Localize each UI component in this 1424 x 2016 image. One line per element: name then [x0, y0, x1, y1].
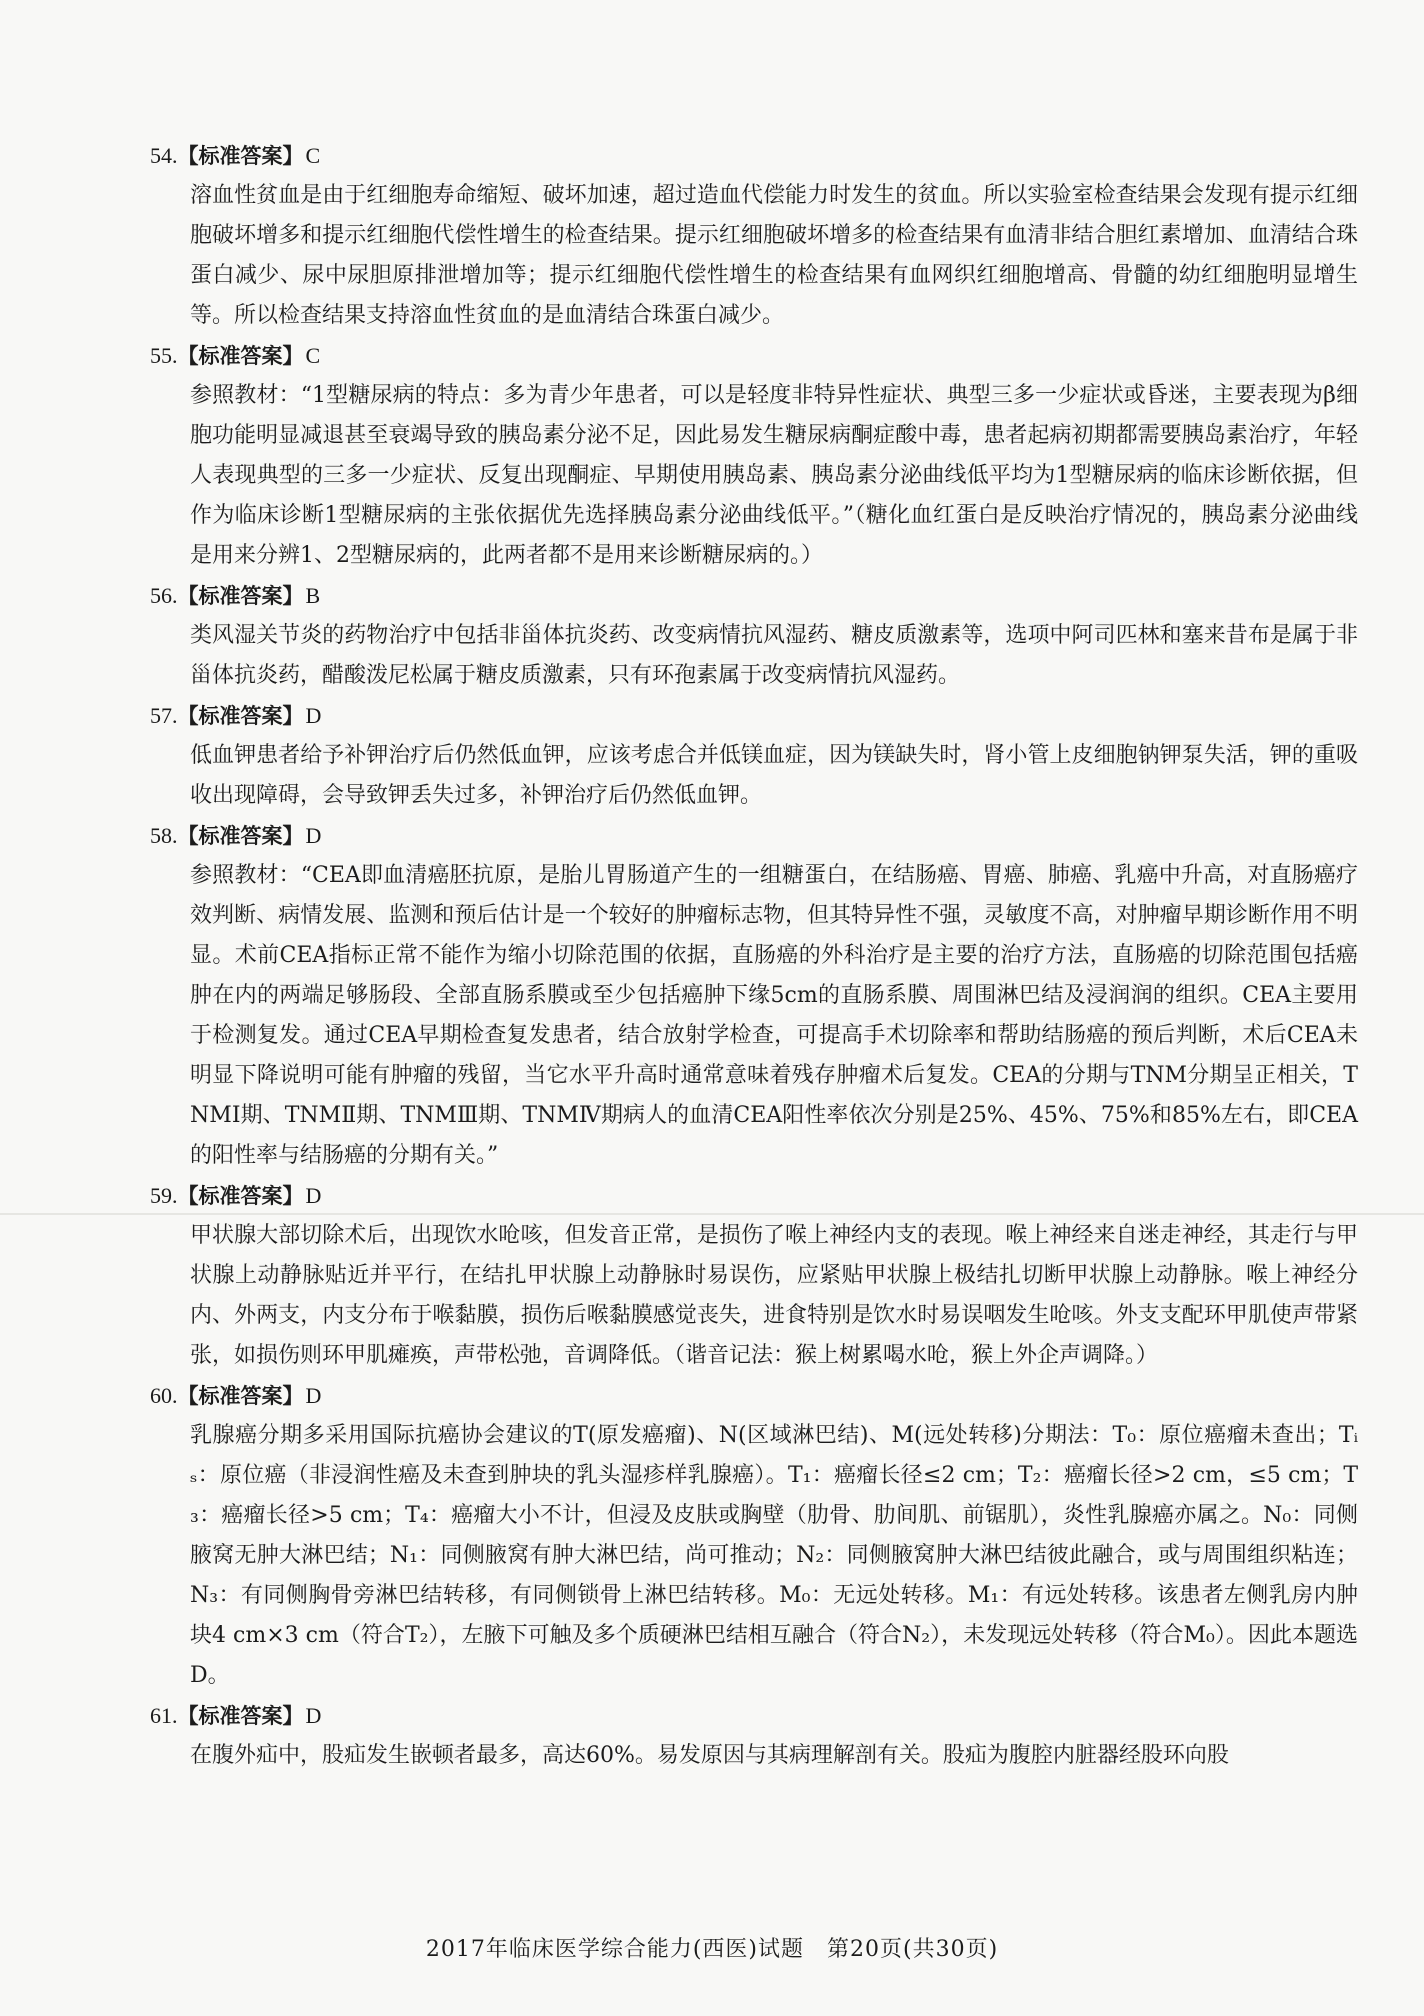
question-number: 57.: [150, 703, 178, 728]
answer-tag: 【标准答案】: [177, 1384, 304, 1408]
answer-item: [150, 1376, 1358, 1696]
answer-tag: 【标准答案】: [177, 344, 304, 368]
explanation-text: 参照教材：“CEA即血清癌胚抗原，是胎儿胃肠道产生的一组糖蛋白，在结肠癌、胃癌、肺癌、乳癌中升高，对直肠癌疗效判断、病情发展、监测和预后估计是一个较好的肿瘤标志物，但其特异性不强，灵敏度不高，对肿瘤早期诊断作用不明显。术前CEA指标正常不能作为缩小切除范围的依据，直肠癌的外科治疗是主要的治疗方法，直肠癌的切除范围包括癌肿在内的两端足够肠段、全部直肠系膜或至少包括癌肿下缘5cm的直肠系膜、周围淋巴结及浸润润的组织。CEA主要用于检测复发。通过CEA早期检查复发患者，结合放射学检查，可提高手术切除率和帮助结肠癌的预后判断，术后CEA未明显下降说明可能有肿瘤的残留，当它水平升高时通常意味着残存肿瘤术后复发。CEA的分期与TNM分期呈正相关，TNMⅠ期、TNMⅡ期、TNMⅢ期、TNMⅣ期病人的血清CEA阳性率依次分别是25%、45%、75%和85%左右，即CEA的阳性率与结肠癌的分期有关。”: [190, 863, 1358, 1168]
answer-tag: 【标准答案】: [177, 824, 304, 848]
answer-letter: D: [305, 703, 322, 728]
explanation-text: 甲状腺大部切除术后，出现饮水呛咳，但发音正常，是损伤了喉上神经内支的表现。喉上神经来自迷走神经，其走行与甲状腺上动静脉贴近并平行，在结扎甲状腺上动静脉时易误伤，应紧贴甲状腺上极结扎切断甲状腺上动静脉。喉上神经分内、外两支，内支分布于喉黏膜，损伤后喉黏膜感觉丧失，进食特别是饮水时易误咽发生呛咳。外支支配环甲肌使声带紧张，如损伤则环甲肌瘫痪，声带松弛，音调降低。（谐音记法：猴上树累喝水呛，猴上外企声调降。）: [190, 1223, 1358, 1368]
question-number: 58.: [150, 823, 178, 848]
answer-header: [150, 1696, 1358, 1736]
answer-letter: B: [305, 583, 321, 608]
answer-item: [150, 1176, 1358, 1376]
answer-tag: 【标准答案】: [177, 584, 304, 608]
answer-letter: D: [305, 823, 322, 848]
answer-item: [150, 816, 1358, 1176]
question-number: 61.: [150, 1703, 178, 1728]
question-number: 59.: [150, 1183, 178, 1208]
page-footer: 2017年临床医学综合能力(西医)试题 第20页(共30页): [425, 1937, 999, 1962]
answer-item: [150, 336, 1358, 576]
answer-header: [150, 1376, 1358, 1416]
answer-header: [150, 696, 1358, 736]
answer-item: [150, 136, 1358, 336]
answer-header: [150, 816, 1358, 856]
explanation-text: 乳腺癌分期多采用国际抗癌协会建议的T(原发癌瘤)、N(区域淋巴结)、M(远处转移)分期法：T₀：原位癌瘤未查出；Tᵢₛ：原位癌（非浸润性癌及未查到肿块的乳头湿疹样乳腺癌）。T₁：癌瘤长径≤2 cm；T₂：癌瘤长径>2 cm，≤5 cm；T₃：癌瘤长径>5 cm；T₄：癌瘤大小不计，但浸及皮肤或胸壁（肋骨、肋间肌、前锯肌），炎性乳腺癌亦属之。N₀：同侧腋窝无肿大淋巴结；N₁：同侧腋窝有肿大淋巴结，尚可推动；N₂：同侧腋窝肿大淋巴结彼此融合，或与周围组织粘连；N₃：有同侧胸骨旁淋巴结转移，有同侧锁骨上淋巴结转移。M₀：无远处转移。M₁：有远处转移。该患者左侧乳房内肿块4 cm×3 cm（符合T₂），左腋下可触及多个质硬淋巴结相互融合（符合N₂），未发现远处转移（符合M₀）。因此本题选D。: [190, 1423, 1358, 1688]
explanation-text: 类风湿关节炎的药物治疗中包括非甾体抗炎药、改变病情抗风湿药、糖皮质激素等，选项中阿司匹林和塞来昔布是属于非甾体抗炎药，醋酸泼尼松属于糖皮质激素，只有环孢素属于改变病情抗风湿药。: [190, 623, 1358, 688]
answer-letter: D: [305, 1183, 322, 1208]
answer-letter: C: [305, 143, 321, 168]
answer-list: [150, 136, 1358, 1776]
question-number: 55.: [150, 343, 178, 368]
explanation-text: 在腹外疝中，股疝发生嵌顿者最多，高达60%。易发原因与其病理解剖有关。股疝为腹腔内脏器经股环向股: [190, 1743, 1229, 1768]
answer-header: [150, 1176, 1358, 1216]
question-number: 60.: [150, 1383, 178, 1408]
answer-header: [150, 136, 1358, 176]
answer-letter: D: [305, 1383, 322, 1408]
answer-tag: 【标准答案】: [177, 144, 304, 168]
question-number: 56.: [150, 583, 178, 608]
answer-item: [150, 696, 1358, 816]
question-number: 54.: [150, 143, 178, 168]
answer-tag: 【标准答案】: [177, 704, 304, 728]
answer-letter: D: [305, 1703, 322, 1728]
answer-item: [150, 1696, 1358, 1776]
answer-item: [150, 576, 1358, 696]
answer-letter: C: [305, 343, 321, 368]
explanation-text: 溶血性贫血是由于红细胞寿命缩短、破坏加速，超过造血代偿能力时发生的贫血。所以实验室检查结果会发现有提示红细胞破坏增多和提示红细胞代偿性增生的检查结果。提示红细胞破坏增多的检查结果有血清非结合胆红素增加、血清结合珠蛋白减少、尿中尿胆原排泄增加等；提示红细胞代偿性增生的检查结果有血网织红细胞增高、骨髓的幼红细胞明显增生等。所以检查结果支持溶血性贫血的是血清结合珠蛋白减少。: [190, 183, 1358, 328]
explanation-text: 参照教材：“1型糖尿病的特点：多为青少年患者，可以是轻度非特异性症状、典型三多一少症状或昏迷，主要表现为β细胞功能明显减退甚至衰竭导致的胰岛素分泌不足，因此易发生糖尿病酮症酸中毒，患者起病初期都需要胰岛素治疗，年轻人表现典型的三多一少症状、反复出现酮症、早期使用胰岛素、胰岛素分泌曲线低平均为1型糖尿病的临床诊断依据，但作为临床诊断1型糖尿病的主张依据优先选择胰岛素分泌曲线低平。”（糖化血红蛋白是反映治疗情况的，胰岛素分泌曲线是用来分辨1、2型糖尿病的，此两者都不是用来诊断糖尿病的。）: [190, 383, 1358, 568]
explanation-text: 低血钾患者给予补钾治疗后仍然低血钾，应该考虑合并低镁血症，因为镁缺失时，肾小管上皮细胞钠钾泵失活，钾的重吸收出现障碍，会导致钾丢失过多，补钾治疗后仍然低血钾。: [190, 743, 1358, 808]
answer-tag: 【标准答案】: [177, 1184, 304, 1208]
answer-header: [150, 336, 1358, 376]
answer-header: [150, 576, 1358, 616]
answer-tag: 【标准答案】: [177, 1704, 304, 1728]
